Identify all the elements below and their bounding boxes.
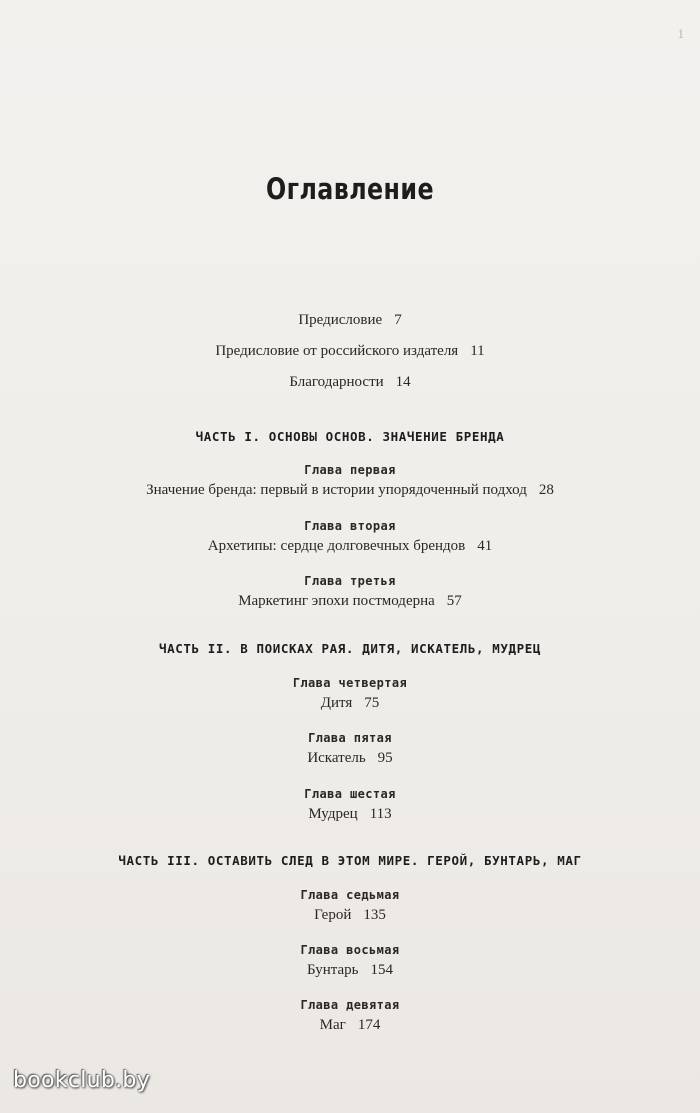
toc-entry-label: Предисловие	[298, 312, 383, 328]
toc-entry-label: Архетипы: сердце долговечных брендов	[207, 538, 466, 554]
toc-entry-page: 135	[363, 907, 386, 923]
toc-entry-chapter-6[interactable]	[0, 806, 700, 823]
part-heading-3: ЧАСТЬ III. ОСТАВИТЬ СЛЕД В ЭТОМ МИРЕ. ГЕРОЙ, БУНТАРЬ, МАГ	[118, 853, 582, 868]
toc-entry-page: 113	[369, 806, 392, 822]
toc-entry-russian-preface[interactable]	[0, 343, 700, 360]
toc-entry-label: Благодарности	[289, 374, 384, 390]
toc-entry-label: Бунтарь	[306, 962, 359, 978]
toc-entry-page: 14	[395, 374, 411, 390]
chapter-heading: Глава первая	[304, 463, 396, 477]
page-number: 1	[677, 26, 684, 41]
toc-entry-preface[interactable]	[0, 312, 700, 329]
toc-entry-chapter-7[interactable]	[0, 907, 700, 924]
chapter-heading: Глава пятая	[308, 731, 392, 745]
toc-entry-chapter-4[interactable]	[0, 695, 700, 712]
toc-entry-page: 75	[364, 695, 380, 711]
part-heading-1: ЧАСТЬ I. ОСНОВЫ ОСНОВ. ЗНАЧЕНИЕ БРЕНДА	[195, 429, 505, 444]
chapter-heading: Глава седьмая	[300, 888, 400, 902]
toc-entry-page: 28	[538, 482, 554, 498]
chapter-heading: Глава девятая	[300, 998, 400, 1012]
chapter-heading: Глава вторая	[304, 519, 396, 533]
page-title: Оглавление	[265, 172, 435, 206]
toc-entry-page: 11	[470, 343, 485, 359]
toc-entry-label: Маркетинг эпохи постмодерна	[238, 593, 435, 609]
toc-entry-label: Мудрец	[308, 806, 358, 822]
chapter-heading: Глава восьмая	[300, 943, 400, 957]
toc-entry-chapter-8[interactable]	[0, 962, 700, 979]
toc-entry-page: 57	[446, 593, 462, 609]
toc-entry-page: 41	[477, 538, 493, 554]
toc-entry-label: Предисловие от российского издателя	[215, 343, 459, 359]
toc-entry-label: Маг	[319, 1017, 346, 1033]
toc-entry-chapter-2[interactable]	[0, 538, 700, 555]
chapter-heading: Глава третья	[304, 574, 396, 588]
toc-entry-page: 154	[370, 962, 393, 978]
chapter-heading: Глава четвертая	[292, 676, 408, 690]
toc-entry-chapter-5[interactable]	[0, 750, 700, 767]
toc-entry-label: Искатель	[307, 750, 366, 766]
toc-entry-chapter-3[interactable]	[0, 593, 700, 610]
toc-entry-label: Дитя	[320, 695, 353, 711]
toc-entry-page: 95	[377, 750, 393, 766]
part-heading-2: ЧАСТЬ II. В ПОИСКАХ РАЯ. ДИТЯ, ИСКАТЕЛЬ, МУДРЕЦ	[159, 641, 541, 656]
toc-entry-chapter-1[interactable]	[0, 482, 700, 499]
watermark-logo: bookclub.by	[13, 1068, 151, 1093]
toc-entry-acknowledgements[interactable]	[0, 374, 700, 391]
toc-entry-label: Герой	[314, 907, 352, 923]
toc-entry-page: 7	[394, 312, 402, 328]
toc-entry-page: 174	[357, 1017, 381, 1033]
toc-entry-label: Значение бренда: первый в истории упорядоченный подход	[146, 482, 527, 498]
chapter-heading: Глава шестая	[304, 787, 396, 801]
toc-entry-chapter-9[interactable]	[0, 1017, 700, 1034]
